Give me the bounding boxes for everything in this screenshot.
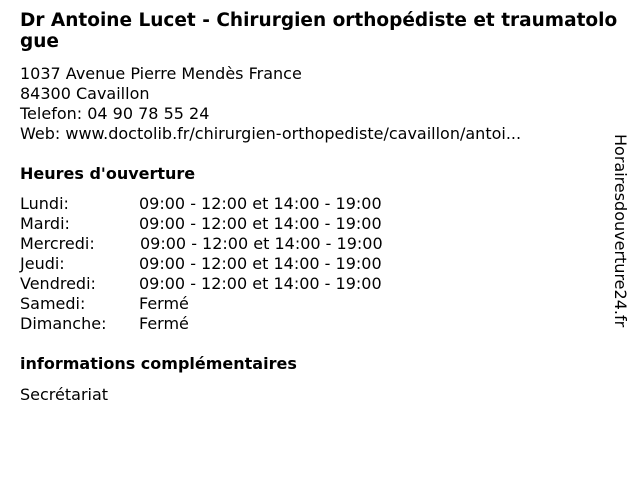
page-title: Dr Antoine Lucet - Chirurgien orthopédiste et traumatologue (20, 10, 618, 52)
listing-card (20, 10, 620, 405)
additional-info-heading: informations complémentaires (20, 354, 297, 373)
day-label: Samedi: (20, 294, 86, 313)
day-hours: 09:00 - 12:00 et 14:00 - 19:00 (139, 194, 382, 213)
address-city: 84300 Cavaillon (20, 84, 150, 103)
phone-number[interactable]: Telefon: 04 90 78 55 24 (20, 104, 210, 123)
day-label: Dimanche: (20, 314, 107, 333)
address-block (20, 64, 620, 144)
day-hours: Fermé (139, 294, 189, 313)
day-hours: 09:00 - 12:00 et 14:00 - 19:00 (139, 274, 382, 293)
additional-info-text: Secrétariat (20, 385, 109, 404)
address-street: 1037 Avenue Pierre Mendès France (20, 64, 302, 83)
day-hours: 09:00 - 12:00 et 14:00 - 19:00 (140, 234, 383, 253)
hours-row (20, 194, 620, 214)
hours-row (20, 254, 620, 274)
day-hours: 09:00 - 12:00 et 14:00 - 19:00 (139, 254, 382, 273)
hours-row (20, 294, 620, 314)
site-brand-watermark: Horairesdouverture24.fr (611, 134, 630, 328)
hours-row (20, 214, 620, 234)
website-link[interactable]: Web: www.doctolib.fr/chirurgien-orthopediste/cavaillon/antoi... (20, 124, 522, 143)
day-hours: 09:00 - 12:00 et 14:00 - 19:00 (139, 214, 382, 233)
day-label: Vendredi: (20, 274, 96, 293)
opening-hours-table (20, 194, 620, 334)
day-label: Mardi: (20, 214, 70, 233)
day-label: Jeudi: (20, 254, 65, 273)
hours-row (20, 274, 620, 294)
hours-row (20, 234, 620, 254)
opening-hours-heading: Heures d'ouverture (20, 164, 196, 183)
hours-row (20, 314, 620, 334)
day-label: Mercredi: (20, 234, 95, 253)
day-label: Lundi: (20, 194, 69, 213)
day-hours: Fermé (139, 314, 189, 333)
